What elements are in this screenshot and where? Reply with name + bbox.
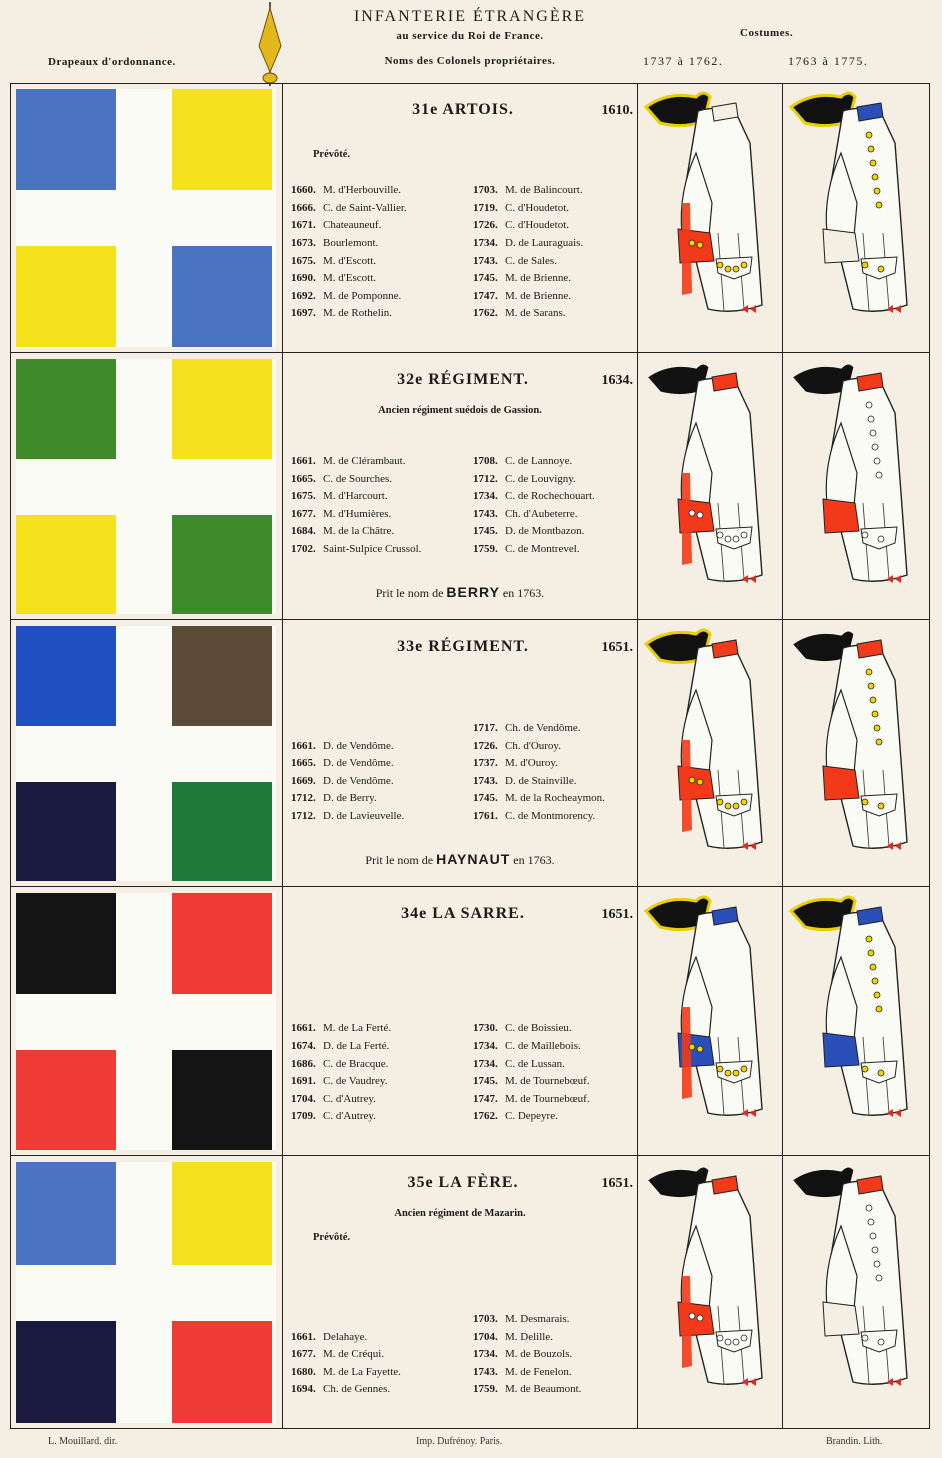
colonel-entry — [291, 773, 404, 791]
colonels-list-right — [473, 453, 595, 559]
flag-quarter — [172, 89, 272, 190]
colonel-entry — [473, 217, 583, 235]
flag-quarter — [16, 1321, 116, 1424]
colonel-name: D. de Berry. — [323, 792, 377, 805]
colonel-entry — [473, 453, 595, 471]
costumes-label: Costumes. — [740, 27, 794, 39]
regiment-date: 1651. — [601, 907, 633, 922]
colonel-entry — [473, 235, 583, 253]
flag-quarter — [172, 1321, 272, 1424]
colonel-year: 1691. — [291, 1075, 316, 1088]
colonel-name: D. de Lavieuvelle. — [323, 809, 405, 822]
uniform-1763-1775 — [783, 1156, 928, 1428]
uniform-1737-1762 — [638, 353, 783, 619]
colonel-year: 1712. — [473, 472, 498, 485]
colonel-name: D. de La Ferté. — [323, 1039, 390, 1052]
colonel-entry — [291, 235, 407, 253]
colonel-year: 1708. — [473, 455, 498, 467]
colonel-name: C. de Rochechouart. — [505, 490, 595, 503]
uniform-1737-1762 — [638, 887, 783, 1155]
colonel-entry — [473, 1038, 590, 1056]
colonel-year: 1666. — [291, 201, 316, 214]
colonel-name: C. d'Houdetot. — [505, 219, 570, 232]
colonel-year: 1745. — [473, 792, 498, 805]
colonel-entry — [473, 720, 605, 738]
regiment-date: 1651. — [601, 640, 633, 655]
colonel-name: M. Desmarais. — [505, 1313, 570, 1325]
colonels-list-right — [473, 720, 605, 826]
colonel-year: 1697. — [291, 307, 316, 320]
regiment-info — [282, 1156, 638, 1428]
colonel-name: Delahaye. — [323, 1330, 368, 1343]
colonel-entry — [291, 506, 421, 524]
regiment-flag — [16, 893, 276, 1150]
page-title: INFANTERIE ÉTRANGÈRE — [353, 8, 587, 25]
colonel-entry — [291, 738, 404, 756]
regiment-info — [282, 887, 638, 1155]
uniform-1763-1775 — [783, 620, 928, 886]
colonel-year: 1665. — [291, 757, 316, 770]
regiment-date: 1610. — [601, 103, 633, 118]
colonel-name: C. de Vaudrey. — [323, 1075, 388, 1088]
colonel-name: M. de Sarans. — [505, 307, 566, 320]
colonel-name: M. de la Châtre. — [323, 525, 395, 538]
regiment-flag — [16, 1162, 276, 1423]
colonel-name: M. d'Humières. — [323, 507, 392, 520]
colonel-entry — [291, 305, 407, 323]
regiment-flag — [16, 359, 276, 614]
colonel-entry — [291, 523, 421, 541]
regiment-date: 1651. — [601, 1176, 633, 1191]
colonel-year: 1674. — [291, 1039, 316, 1052]
colonel-name: M. de Pomponne. — [323, 289, 402, 302]
regiment-title: 31e ARTOIS. — [412, 101, 514, 118]
colonel-name: Bourlemont. — [323, 236, 379, 249]
uniform-1737-1762 — [638, 620, 783, 886]
colonels-list-left — [291, 182, 407, 323]
colonel-entry — [291, 808, 404, 826]
regiment-subtitle: Prévôté. — [313, 149, 351, 160]
colonel-year: 1743. — [473, 254, 498, 267]
colonel-year: 1690. — [291, 272, 316, 285]
regiment-title: 32e RÉGIMENT. — [397, 371, 529, 388]
colonel-name: C. de Montmorency. — [505, 809, 596, 822]
colonel-entry — [473, 755, 605, 773]
colonel-name: M. de la Rocheaymon. — [505, 792, 605, 805]
flag-quarter — [172, 782, 272, 882]
colonel-year: 1704. — [291, 1092, 316, 1105]
regiment-title: 34e LA SARRE. — [401, 905, 525, 922]
colonel-name: C. de Lussan. — [505, 1057, 565, 1070]
colonel-name: C. de Sourches. — [323, 472, 393, 485]
colonel-name: M. de Tournebœuf. — [505, 1092, 590, 1105]
colonel-entry — [473, 182, 583, 200]
colonel-name: C. de Montrevel. — [505, 542, 580, 555]
colonel-entry — [291, 1108, 391, 1126]
colonel-year: 1675. — [291, 254, 316, 267]
colonels-list-right — [473, 1311, 581, 1399]
colonel-name: Ch. d'Ouroy. — [505, 739, 561, 752]
colonel-year: 1745. — [473, 525, 498, 538]
colonel-name: M. de La Ferté. — [323, 1022, 392, 1035]
flag-quarter — [172, 1050, 272, 1151]
colonel-year: 1762. — [473, 307, 498, 320]
colonel-year: 1747. — [473, 1092, 498, 1105]
flag-quarter — [172, 893, 272, 994]
colonel-entry — [473, 488, 595, 506]
colonel-entry — [291, 288, 407, 306]
colonel-name: C. de Lannoye. — [505, 455, 573, 467]
regiment-subtitle: Ancien régiment suédois de Gassion. — [378, 405, 542, 416]
colonel-name: M. de Fenelon. — [505, 1365, 572, 1378]
regiment-title: 33e RÉGIMENT. — [397, 638, 529, 655]
colonel-entry — [291, 471, 421, 489]
colonel-entry — [291, 1346, 401, 1364]
colonel-entry — [473, 506, 595, 524]
regiment-row — [10, 620, 930, 887]
colonel-entry — [473, 270, 583, 288]
footer-lithographer: Brandin. Lith. — [826, 1436, 883, 1447]
spear-finial-icon — [253, 2, 287, 86]
colonels-column-label: Noms des Colonels propriétaires. — [384, 55, 556, 67]
colonel-entry — [291, 1381, 401, 1399]
colonel-entry — [473, 305, 583, 323]
colonel-name: M. d'Ouroy. — [505, 757, 558, 770]
colonel-name: D. de Lauraguais. — [505, 236, 584, 249]
colonel-year: 1665. — [291, 472, 316, 485]
colonel-name: M. de Brienne. — [505, 272, 571, 285]
colonel-entry — [291, 1020, 391, 1038]
colonel-entry — [291, 1329, 401, 1347]
regiment-info — [282, 83, 638, 352]
colonels-list-left — [291, 1329, 401, 1399]
colonel-name: M. Delille. — [505, 1330, 553, 1343]
new-regiment-name: HAYNAUT — [436, 851, 511, 867]
colonel-entry — [473, 288, 583, 306]
flag-quarter — [16, 246, 116, 347]
flag-quarter — [172, 626, 272, 726]
colonel-entry — [473, 1056, 590, 1074]
colonel-entry — [473, 1091, 590, 1109]
colonel-name: C. de Sales. — [505, 254, 557, 267]
flag-quarter — [16, 782, 116, 882]
colonel-name: M. de Rothelin. — [323, 307, 393, 320]
colonel-year: 1671. — [291, 219, 316, 232]
colonel-entry — [473, 1329, 581, 1347]
colonel-entry — [473, 1020, 590, 1038]
colonel-year: 1747. — [473, 289, 498, 302]
regiment-title: 35e LA FÈRE. — [407, 1174, 519, 1191]
colonel-year: 1759. — [473, 1383, 498, 1396]
colonel-year: 1734. — [473, 1057, 498, 1070]
regiment-date: 1634. — [601, 373, 633, 388]
colonel-year: 1673. — [291, 236, 316, 249]
colonel-entry — [291, 1038, 391, 1056]
colonel-name: Saint-Sulpice Crussol. — [323, 542, 422, 555]
colonel-year: 1677. — [291, 507, 316, 520]
colonel-year: 1762. — [473, 1110, 498, 1123]
colonel-name: D. de Stainville. — [505, 774, 577, 787]
flag-quarter — [172, 515, 272, 615]
colonel-entry — [473, 738, 605, 756]
colonel-entry — [473, 1364, 581, 1382]
renamed-note: Prit le nom de BERRY en 1763. — [375, 584, 545, 600]
colonel-name: M. d'Herbouville. — [323, 184, 402, 197]
colonel-entry — [291, 1056, 391, 1074]
colonel-year: 1692. — [291, 289, 316, 302]
colonels-list-left — [291, 1020, 391, 1126]
colonel-year: 1719. — [473, 201, 498, 214]
flag-quarter — [172, 1162, 272, 1265]
regiment-subtitle-2: Prévôté. — [313, 1232, 351, 1243]
flag-quarter — [16, 359, 116, 459]
colonel-year: 1734. — [473, 1348, 498, 1361]
colonel-entry — [473, 773, 605, 791]
colonel-entry — [291, 1364, 401, 1382]
colonel-entry — [291, 790, 404, 808]
flag-quarter — [172, 359, 272, 459]
colonel-entry — [473, 523, 595, 541]
colonel-name: M. de Balincourt. — [505, 184, 583, 197]
colonel-year: 1737. — [473, 757, 498, 770]
regiment-flag — [16, 89, 276, 347]
flags-column-label: Drapeaux d'ordonnance. — [48, 56, 176, 68]
regiment-info — [282, 353, 638, 619]
colonel-year: 1761. — [473, 809, 498, 822]
colonel-entry — [473, 200, 583, 218]
colonel-year: 1712. — [291, 792, 316, 805]
regiment-row — [10, 1156, 930, 1429]
colonel-entry — [473, 1381, 581, 1399]
colonel-entry — [291, 270, 407, 288]
colonel-entry — [473, 1311, 581, 1329]
colonel-entry — [291, 182, 407, 200]
colonel-year: 1686. — [291, 1057, 316, 1070]
period-2-label: 1763 à 1775. — [788, 54, 869, 68]
colonel-entry — [291, 755, 404, 773]
uniform-1737-1762 — [638, 1156, 783, 1428]
footer-director: L. Mouillard. dir. — [48, 1436, 118, 1447]
colonel-year: 1669. — [291, 774, 316, 787]
colonel-entry — [473, 790, 605, 808]
colonel-name: D. de Montbazon. — [505, 525, 585, 538]
colonels-list-right — [473, 182, 583, 323]
flag-quarter — [16, 89, 116, 190]
colonel-year: 1743. — [473, 1365, 498, 1378]
colonel-name: M. de Clérambaut. — [323, 455, 406, 467]
period-1-label: 1737 à 1762. — [643, 54, 724, 68]
colonel-year: 1734. — [473, 490, 498, 503]
colonel-name: M. de Créqui. — [323, 1348, 385, 1361]
flag-quarter — [16, 626, 116, 726]
flag-quarter — [172, 246, 272, 347]
colonel-year: 1709. — [291, 1110, 316, 1123]
flag-quarter — [16, 515, 116, 615]
colonel-year: 1704. — [473, 1330, 498, 1343]
colonel-entry — [473, 1108, 590, 1126]
colonel-name: M. de La Fayette. — [323, 1365, 401, 1378]
regiment-row — [10, 353, 930, 620]
colonel-year: 1675. — [291, 490, 316, 503]
colonel-entry — [291, 253, 407, 271]
colonel-year: 1726. — [473, 219, 498, 232]
colonel-name: C. de Maillebois. — [505, 1039, 581, 1052]
colonel-name: C. d'Houdetot. — [505, 201, 570, 214]
colonel-name: C. de Bracque. — [323, 1057, 389, 1070]
colonel-name: D. de Vendôme. — [323, 774, 394, 787]
colonel-year: 1661. — [291, 455, 316, 467]
uniform-1763-1775 — [783, 353, 928, 619]
renamed-note: Prit le nom de HAYNAUT en 1763. — [365, 851, 555, 867]
colonel-year: 1734. — [473, 236, 498, 249]
regiment-info — [282, 620, 638, 886]
page-subtitle: au service du Roi de France. — [396, 30, 544, 42]
colonel-year: 1694. — [291, 1383, 316, 1396]
colonel-entry — [291, 453, 421, 471]
colonel-year: 1730. — [473, 1022, 498, 1035]
colonel-entry — [473, 471, 595, 489]
colonel-year: 1660. — [291, 184, 316, 197]
regiment-subtitle: Ancien régiment de Mazarin. — [394, 1208, 526, 1219]
colonel-name: M. d'Escott. — [323, 254, 377, 267]
colonel-entry — [291, 1091, 391, 1109]
colonel-year: 1726. — [473, 739, 498, 752]
colonel-name: Ch. de Gennes. — [323, 1383, 391, 1396]
colonel-entry — [473, 1073, 590, 1091]
colonel-year: 1743. — [473, 774, 498, 787]
colonel-year: 1717. — [473, 722, 498, 734]
flag-quarter — [16, 1162, 116, 1265]
colonel-name: M. de Tournebœuf. — [505, 1075, 590, 1088]
colonel-name: C. d'Autrey. — [323, 1092, 376, 1105]
colonels-list-left — [291, 738, 404, 826]
colonel-name: M. de Bouzols. — [505, 1348, 573, 1361]
colonel-year: 1684. — [291, 525, 316, 538]
colonel-year: 1745. — [473, 1075, 498, 1088]
colonel-entry — [473, 1346, 581, 1364]
footer-printer: Imp. Dufrénoy. Paris. — [416, 1436, 503, 1447]
colonel-name: M. de Brienne. — [505, 289, 571, 302]
colonel-name: C. de Louvigny. — [505, 472, 576, 485]
colonel-name: M. d'Harcourt. — [323, 490, 388, 503]
colonel-year: 1745. — [473, 272, 498, 285]
colonels-list-right — [473, 1020, 590, 1126]
colonel-name: Chateauneuf. — [323, 219, 382, 232]
uniform-1737-1762 — [638, 83, 783, 352]
colonel-entry — [291, 541, 421, 559]
colonel-name: C. d'Autrey. — [323, 1110, 376, 1123]
uniform-1763-1775 — [783, 887, 928, 1155]
colonel-entry — [291, 1073, 391, 1091]
new-regiment-name: BERRY — [446, 584, 500, 600]
colonel-year: 1734. — [473, 1039, 498, 1052]
colonel-name: C. de Saint-Vallier. — [323, 201, 407, 214]
colonel-year: 1661. — [291, 1022, 316, 1035]
colonel-name: C. Depeyre. — [505, 1110, 558, 1123]
colonels-list-left — [291, 453, 421, 559]
colonel-name: D. de Vendôme. — [323, 739, 394, 752]
colonel-name: Ch. de Vendôme. — [505, 722, 581, 734]
colonel-name: M. d'Escott. — [323, 272, 377, 285]
flag-quarter — [16, 893, 116, 994]
colonel-year: 1680. — [291, 1365, 316, 1378]
regiment-row — [10, 887, 930, 1156]
colonel-year: 1712. — [291, 809, 316, 822]
colonel-name: C. de Boissieu. — [505, 1022, 572, 1035]
colonel-name: D. de Vendôme. — [323, 757, 394, 770]
colonel-year: 1703. — [473, 184, 498, 197]
colonel-year: 1677. — [291, 1348, 316, 1361]
colonel-entry — [291, 217, 407, 235]
colonel-year: 1661. — [291, 739, 316, 752]
colonel-name: M. de Beaumont. — [505, 1383, 582, 1396]
colonel-entry — [473, 541, 595, 559]
colonel-entry — [473, 253, 583, 271]
colonel-entry — [291, 488, 421, 506]
uniform-1763-1775 — [783, 83, 928, 352]
colonel-year: 1759. — [473, 542, 498, 555]
colonel-year: 1702. — [291, 542, 316, 555]
colonel-entry — [291, 200, 407, 218]
colonel-year: 1661. — [291, 1330, 316, 1343]
regiment-row — [10, 83, 930, 353]
regiment-flag — [16, 626, 276, 881]
colonel-name: Ch. d'Aubeterre. — [505, 507, 578, 520]
colonel-year: 1743. — [473, 507, 498, 520]
colonel-year: 1703. — [473, 1313, 498, 1325]
colonel-entry — [473, 808, 605, 826]
flag-quarter — [16, 1050, 116, 1151]
